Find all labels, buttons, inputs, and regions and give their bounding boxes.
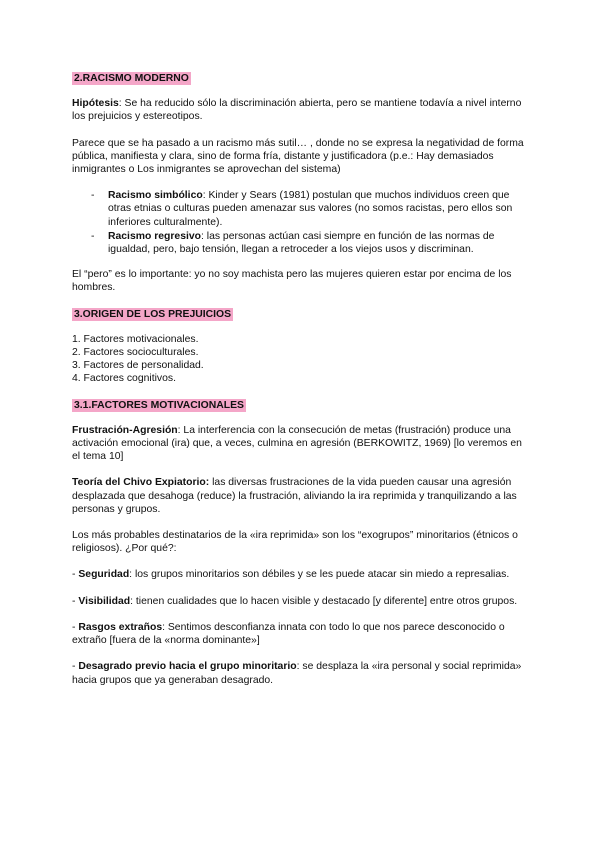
paragraph-pero: El “pero” es lo importante: yo no soy machista pero las mujeres quieren estar por encima de los hombres. bbox=[72, 269, 512, 294]
reason-prefix: - bbox=[72, 569, 79, 581]
heading-racismo-moderno: 2.RACISMO MODERNO bbox=[74, 73, 189, 84]
label-frustracion: Frustración-Agresión bbox=[72, 424, 178, 436]
text-visibilidad: : tienen cualidades que lo hacen visible y destacado [y diferente] entre otros grupos. bbox=[130, 595, 518, 607]
text-rasgos-extranos: : Sentimos desconfianza innata con todo lo que nos parece desconocido o extraño [fuera de la «norma dominante»] bbox=[72, 621, 505, 647]
paragraph-hipotesis bbox=[72, 97, 532, 123]
reason-prefix: - bbox=[72, 661, 79, 673]
text-racismo-regresivo: : las personas actúan casi siempre en función de las normas de igualdad, pero, bajo tensión, llegan a retroceder a los viejos usos y discriminan. bbox=[108, 230, 495, 256]
label-hipotesis: Hipótesis bbox=[72, 98, 119, 110]
bullet-racismo-simbolico bbox=[72, 189, 532, 229]
reason-rasgos-extranos bbox=[72, 621, 532, 647]
reason-desagrado-previo bbox=[72, 660, 532, 686]
paragraph-chivo-expiatorio bbox=[72, 476, 532, 516]
list-factores bbox=[72, 333, 532, 386]
list-item: 4. Factores cognitivos. bbox=[72, 373, 176, 385]
list-item: 3. Factores de personalidad. bbox=[72, 360, 204, 372]
text-desagrado-previo: : se desplaza la «ira personal y social reprimida» hacia grupos que ya generaban desagrado. bbox=[72, 661, 522, 686]
bullet-list-racismo bbox=[72, 189, 532, 256]
paragraph-frustracion bbox=[72, 424, 532, 464]
text-racismo-simbolico: : Kinder y Sears (1981) postulan que muchos individuos creen que otras etnias o culturas pueden amenazar sus valores (no somos racistas, pero ellos son inferiores culturalmente). bbox=[108, 190, 513, 228]
label-chivo-expiatorio: Teoría del Chivo Expiatorio: bbox=[72, 477, 210, 489]
text-hipotesis: : Se ha reducido sólo la discriminación abierta, pero se mantiene todavía a nivel interno los prejuicios y estereotipos. bbox=[72, 98, 522, 123]
label-seguridad: Seguridad bbox=[78, 569, 130, 581]
text-frustracion: : La interferencia con la consecución de metas (frustración) produce una activación emocional (ira) que, a veces, culmina en agresión (BERKOWITZ, 1969) [lo veremos en el tema 10] bbox=[72, 424, 522, 463]
list-item: 1. Factores motivacionales. bbox=[72, 333, 199, 345]
bullet-dash: - bbox=[91, 190, 95, 202]
label-racismo-simbolico: Racismo simbólico bbox=[108, 190, 203, 202]
heading-factores-motivacionales: 3.1.FACTORES MOTIVACIONALES bbox=[74, 399, 244, 411]
document-body bbox=[72, 72, 532, 700]
paragraph-racismo-sutil: Parece que se ha pasado a un racismo más sutil… , donde no se expresa la negatividad de forma pública, manifiesta y clara, sino de forma fría, distante y justificadora (p.e.: Hay demasiados inmigrantes o Los inmigrantes se aprovechan del sistema) bbox=[72, 137, 524, 176]
label-rasgos-extranos: Rasgos extraños bbox=[78, 621, 163, 633]
reason-visibilidad bbox=[72, 595, 532, 608]
reason-seguridad bbox=[72, 568, 532, 581]
label-racismo-regresivo: Racismo regresivo bbox=[108, 230, 201, 242]
bullet-dash: - bbox=[91, 230, 95, 242]
label-desagrado-previo: Desagrado previo hacia el grupo minoritario bbox=[78, 661, 297, 673]
label-visibilidad: Visibilidad bbox=[78, 595, 131, 607]
bullet-racismo-regresivo bbox=[72, 230, 532, 256]
text-seguridad: : los grupos minoritarios son débiles y se les puede atacar sin miedo a represalias. bbox=[129, 569, 510, 581]
heading-origen-prejuicios: 3.ORIGEN DE LOS PREJUICIOS bbox=[74, 308, 232, 320]
reason-prefix: - bbox=[72, 621, 79, 633]
paragraph-destinatarios: Los más probables destinatarios de la «ira reprimida» son los “exogrupos” minoritarios (étnicos o religiosos). ¿Por qué?: bbox=[72, 530, 518, 555]
reason-prefix: - bbox=[72, 595, 79, 607]
text-chivo-expiatorio: las diversas frustraciones de la vida pueden causar una agresión desplazada que desahoga (reduce) la frustración, aliviando la ira reprimida y tranquilizando a las personas y grupos. bbox=[72, 477, 517, 515]
list-item: 2. Factores socioculturales. bbox=[72, 347, 199, 359]
